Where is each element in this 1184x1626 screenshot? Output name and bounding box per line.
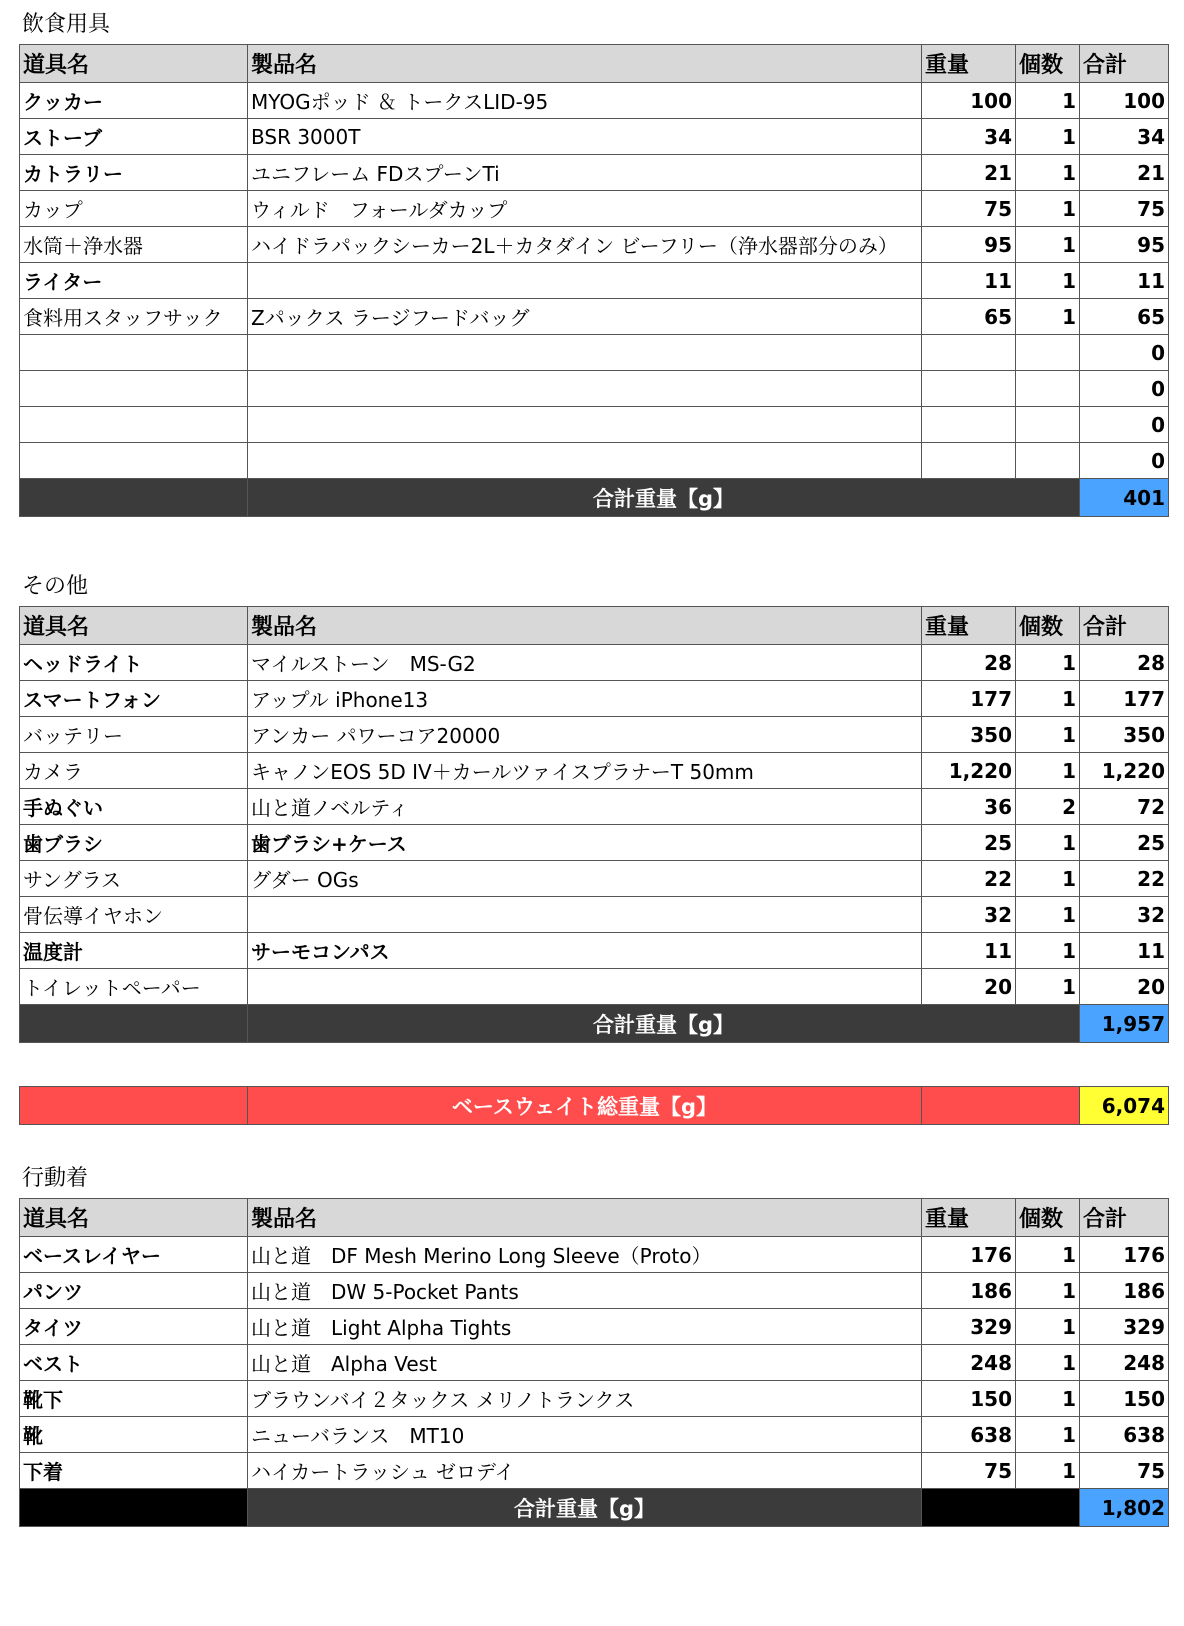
table-row [20,407,1169,443]
cell-total: 186 [1080,1273,1169,1309]
table-row [20,645,1169,681]
cell-product [248,969,922,1005]
cell-product: 山と道 DW 5-Pocket Pants [248,1273,922,1309]
table-row [20,969,1169,1005]
table-row [20,933,1169,969]
cell-tool: スマートフォン [20,681,248,717]
cell-total: 11 [1080,263,1169,299]
cell-total: 0 [1080,407,1169,443]
table-row [20,191,1169,227]
cell-weight: 186 [922,1273,1016,1309]
sum-left-cell [20,1489,248,1527]
cell-tool: カトラリー [20,155,248,191]
cell-qty [1016,407,1080,443]
cell-qty: 1 [1016,825,1080,861]
cell-tool: 靴 [20,1417,248,1453]
cell-product [248,407,922,443]
cell-qty: 1 [1016,1345,1080,1381]
cell-product: ユニフレーム FDスプーンTi [248,155,922,191]
cell-qty: 1 [1016,1417,1080,1453]
header-product: 製品名 [248,607,922,645]
cell-product: 山と道ノベルティ [248,789,922,825]
cell-qty: 1 [1016,227,1080,263]
header-tool: 道具名 [20,607,248,645]
cell-tool: トイレットペーパー [20,969,248,1005]
table-row [20,897,1169,933]
table-row [20,1237,1169,1273]
cell-weight [922,335,1016,371]
cell-qty: 1 [1016,1453,1080,1489]
cell-tool: 歯ブラシ [20,825,248,861]
cell-total: 32 [1080,897,1169,933]
clothing-table [19,1198,1169,1527]
cell-weight: 150 [922,1381,1016,1417]
cell-weight: 1,220 [922,753,1016,789]
cell-qty [1016,443,1080,479]
cell-total: 177 [1080,681,1169,717]
cell-weight [922,443,1016,479]
cell-product: 山と道 DF Mesh Merino Long Sleeve（Proto） [248,1237,922,1273]
cell-product: ハイカートラッシュ ゼロデイ [248,1453,922,1489]
cell-total: 150 [1080,1381,1169,1417]
header-total: 合計 [1080,1199,1169,1237]
cell-qty: 1 [1016,1309,1080,1345]
cell-weight: 176 [922,1237,1016,1273]
cell-tool: ライター [20,263,248,299]
cell-tool: 骨伝導イヤホン [20,897,248,933]
table-row [20,861,1169,897]
cell-weight: 36 [922,789,1016,825]
other-table [19,606,1169,1043]
header-qty: 個数 [1016,607,1080,645]
cell-weight: 65 [922,299,1016,335]
cell-weight: 638 [922,1417,1016,1453]
cell-weight [922,407,1016,443]
table-row [20,155,1169,191]
table-row [20,753,1169,789]
cell-qty [1016,371,1080,407]
table-row [20,1381,1169,1417]
cell-total: 1,220 [1080,753,1169,789]
cell-qty: 1 [1016,299,1080,335]
cell-tool: 水筒＋浄水器 [20,227,248,263]
cell-tool: カップ [20,191,248,227]
cell-tool: 温度計 [20,933,248,969]
cell-product: サーモコンパス [248,933,922,969]
table-row [20,443,1169,479]
sum-row [20,1005,1169,1043]
cell-qty: 1 [1016,1237,1080,1273]
header-weight: 重量 [922,45,1016,83]
cell-total: 25 [1080,825,1169,861]
header-weight: 重量 [922,607,1016,645]
table-row [20,789,1169,825]
table-row [20,335,1169,371]
cell-weight: 75 [922,191,1016,227]
cell-weight: 22 [922,861,1016,897]
cell-product [248,443,922,479]
cell-qty: 1 [1016,191,1080,227]
sum-value: 1,957 [1080,1005,1169,1043]
cell-tool: 手ぬぐい [20,789,248,825]
cell-tool: ベースレイヤー [20,1237,248,1273]
cell-product: アンカー パワーコア20000 [248,717,922,753]
cell-total: 21 [1080,155,1169,191]
header-qty: 個数 [1016,1199,1080,1237]
cooking-table [19,44,1169,517]
cell-product: 山と道 Light Alpha Tights [248,1309,922,1345]
header-row [20,45,1169,83]
cell-tool [20,443,248,479]
table-row [20,1273,1169,1309]
cell-product [248,897,922,933]
cell-product: ウィルド フォールダカップ [248,191,922,227]
cell-qty: 1 [1016,897,1080,933]
table-row [20,1417,1169,1453]
cell-weight: 34 [922,119,1016,155]
cell-total: 0 [1080,443,1169,479]
cell-total: 0 [1080,371,1169,407]
table-row [20,371,1169,407]
sum-left-cell [20,1005,248,1043]
cell-total: 329 [1080,1309,1169,1345]
cell-tool: ベスト [20,1345,248,1381]
cell-weight: 21 [922,155,1016,191]
cell-product: MYOGポッド ＆ トークスLID-95 [248,83,922,119]
table-row [20,83,1169,119]
cell-qty: 1 [1016,263,1080,299]
cell-total: 95 [1080,227,1169,263]
cell-tool [20,407,248,443]
cell-product: 歯ブラシ+ケース [248,825,922,861]
table-row [20,1453,1169,1489]
cell-tool: 靴下 [20,1381,248,1417]
table-row [20,717,1169,753]
cell-qty: 2 [1016,789,1080,825]
cell-qty: 1 [1016,1273,1080,1309]
cell-qty: 1 [1016,83,1080,119]
cell-product: アップル iPhone13 [248,681,922,717]
cell-qty: 1 [1016,717,1080,753]
cell-qty: 1 [1016,861,1080,897]
sum-row [20,479,1169,517]
cell-tool: カメラ [20,753,248,789]
cell-weight: 11 [922,263,1016,299]
sum-value: 401 [1080,479,1169,517]
cell-tool: 下着 [20,1453,248,1489]
cell-total: 350 [1080,717,1169,753]
cell-weight: 177 [922,681,1016,717]
table-row [20,119,1169,155]
sum-mid-cell [922,1489,1080,1527]
cell-total: 75 [1080,191,1169,227]
base-mid-cell [922,1087,1080,1125]
table-row [20,1345,1169,1381]
cell-total: 20 [1080,969,1169,1005]
cell-qty: 1 [1016,1381,1080,1417]
cell-weight: 11 [922,933,1016,969]
cell-qty: 1 [1016,645,1080,681]
base-weight-label: ベースウェイト総重量【g】 [248,1087,922,1125]
cell-total: 72 [1080,789,1169,825]
header-product: 製品名 [248,1199,922,1237]
header-product: 製品名 [248,45,922,83]
sum-label: 合計重量【g】 [248,479,1080,517]
cell-tool: ストーブ [20,119,248,155]
cell-product: マイルストーン MS-G2 [248,645,922,681]
cell-product [248,263,922,299]
cell-total: 176 [1080,1237,1169,1273]
cell-tool [20,371,248,407]
cell-product: グダー OGs [248,861,922,897]
cell-total: 65 [1080,299,1169,335]
cell-product: キャノンEOS 5D IV＋カールツァイスプラナーT 50mm [248,753,922,789]
header-total: 合計 [1080,607,1169,645]
cell-total: 248 [1080,1345,1169,1381]
base-weight-value: 6,074 [1080,1087,1169,1125]
table-row [20,1309,1169,1345]
table-row [20,263,1169,299]
cell-product: 山と道 Alpha Vest [248,1345,922,1381]
cell-weight: 20 [922,969,1016,1005]
cell-tool: 食料用スタッフサック [20,299,248,335]
cell-product: ブラウンバイ２タックス メリノトランクス [248,1381,922,1417]
header-total: 合計 [1080,45,1169,83]
cell-tool: サングラス [20,861,248,897]
sum-label: 合計重量【g】 [248,1489,922,1527]
header-tool: 道具名 [20,45,248,83]
cell-qty: 1 [1016,681,1080,717]
cell-product: ハイドラパックシーカー2L＋カタダイン ビーフリー（浄水器部分のみ） [248,227,922,263]
cell-product: ニューバランス MT10 [248,1417,922,1453]
section-title-clothing: 行動着 [22,1166,89,1191]
cell-total: 100 [1080,83,1169,119]
table-row [20,299,1169,335]
sum-row [20,1489,1169,1527]
cell-qty: 1 [1016,119,1080,155]
sum-label: 合計重量【g】 [248,1005,1080,1043]
header-row [20,1199,1169,1237]
cell-qty [1016,335,1080,371]
sum-value: 1,802 [1080,1489,1169,1527]
table-row [20,227,1169,263]
base-left-cell [20,1087,248,1125]
header-tool: 道具名 [20,1199,248,1237]
section-title-cooking: 飲食用具 [22,12,111,37]
header-weight: 重量 [922,1199,1016,1237]
cell-weight: 75 [922,1453,1016,1489]
cell-total: 28 [1080,645,1169,681]
cell-weight: 32 [922,897,1016,933]
cell-weight: 329 [922,1309,1016,1345]
cell-tool: バッテリー [20,717,248,753]
cell-total: 22 [1080,861,1169,897]
cell-total: 638 [1080,1417,1169,1453]
cell-qty: 1 [1016,753,1080,789]
base-weight-row [20,1087,1169,1125]
base-weight-table [19,1086,1169,1125]
section-title-other: その他 [22,574,89,599]
cell-tool: ヘッドライト [20,645,248,681]
cell-tool: パンツ [20,1273,248,1309]
cell-weight: 248 [922,1345,1016,1381]
table-row [20,825,1169,861]
header-qty: 個数 [1016,45,1080,83]
cell-product: BSR 3000T [248,119,922,155]
cell-product [248,371,922,407]
cell-qty: 1 [1016,933,1080,969]
cell-qty: 1 [1016,969,1080,1005]
cell-weight [922,371,1016,407]
cell-total: 75 [1080,1453,1169,1489]
cell-weight: 95 [922,227,1016,263]
cell-total: 11 [1080,933,1169,969]
cell-weight: 100 [922,83,1016,119]
cell-product: Zパックス ラージフードバッグ [248,299,922,335]
cell-tool [20,335,248,371]
cell-weight: 28 [922,645,1016,681]
table-row [20,681,1169,717]
header-row [20,607,1169,645]
cell-weight: 350 [922,717,1016,753]
cell-total: 34 [1080,119,1169,155]
cell-tool: クッカー [20,83,248,119]
sum-left-cell [20,479,248,517]
cell-tool: タイツ [20,1309,248,1345]
cell-product [248,335,922,371]
cell-total: 0 [1080,335,1169,371]
cell-weight: 25 [922,825,1016,861]
cell-qty: 1 [1016,155,1080,191]
